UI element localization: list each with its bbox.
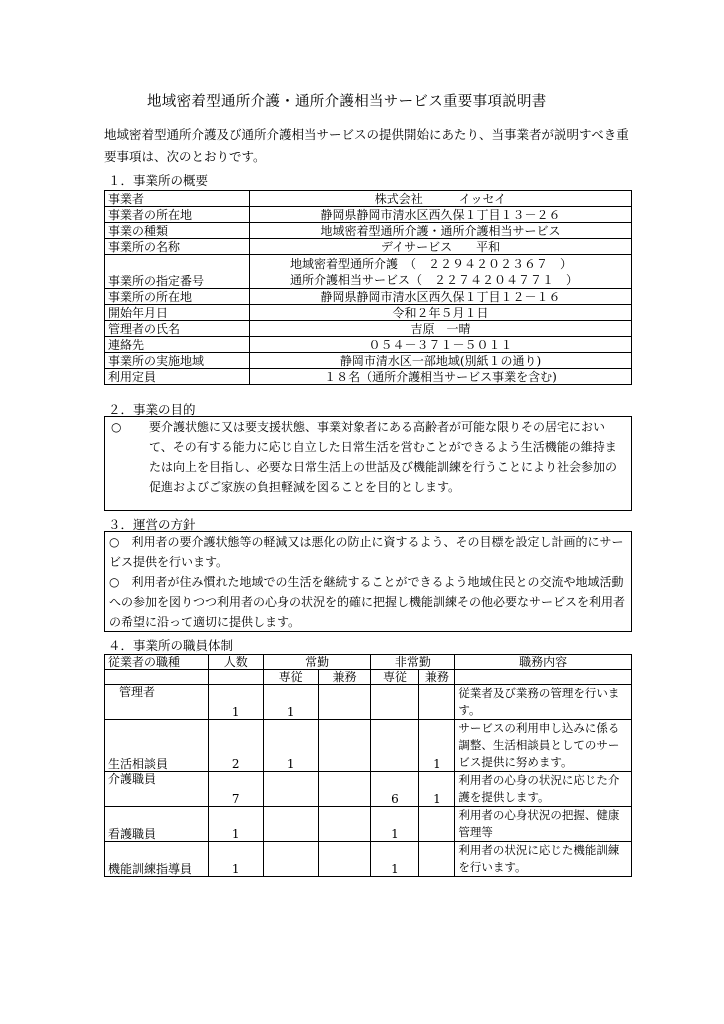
header-parttime-concurrent: 兼務 [419,670,455,685]
header-fulltime: 常勤 [263,655,371,670]
duties-cell: サービスの利用申し込みに係る調整、生活相談員としてのサービス提供に努めます。 [455,720,632,772]
bullet-mark: ○ [111,420,122,434]
pt-concurrent-cell: 1 [419,772,455,807]
value-designation-number [250,255,632,289]
staff-table [104,654,632,877]
pt-exclusive-cell [371,685,419,720]
table-row [105,842,632,877]
role-cell: 看護職員 [105,807,209,842]
ft-concurrent-cell [318,842,371,877]
header-count: 人数 [208,655,263,670]
value-business-type: 地域密着型通所介護・通所介護相当サービス [250,223,632,239]
role-cell: 介護職員 [105,772,209,807]
count-cell: 1 [208,807,263,842]
table-row [105,720,632,772]
overview-table [104,190,632,385]
ft-exclusive-cell [263,842,318,877]
value-contact: ０５４－３７１－５０１１ [250,337,632,353]
duties-cell: 従業者及び業務の管理を行います。 [455,685,632,720]
label-manager-name: 管理者の氏名 [105,321,250,337]
header-fulltime-exclusive: 専従 [263,670,318,685]
ft-concurrent-cell [318,685,371,720]
pt-concurrent-cell [419,685,455,720]
policy-paragraph-2: ○ 利用者が住み慣れた地域での生活を継続することができるよう地域住民との交流や地域活動への参加を図りつつ利用者の心身の状況を的確に把握し機能訓練その他必要なサービスを利用者の希望に沿って適切に提供します。 [109,575,626,629]
duties-cell: 利用者の状況に応じた機能訓練を行います。 [455,842,632,877]
value-facility-name: デイサービス 平和 [250,239,632,255]
table-row [105,772,632,807]
section-3-heading: ３．運営の方針 [108,517,196,532]
value-operator-address: 静岡県静岡市清水区西久保１丁目１３－２６ [250,207,632,223]
ft-exclusive-cell: 1 [263,720,318,772]
policy-box [104,531,632,632]
label-start-date: 開始年月日 [105,305,250,321]
document-title: 地域密着型通所介護・通所介護相当サービス重要事項説明書 [147,94,547,110]
role-cell: 生活相談員 [105,720,209,772]
value-start-date: 令和２年５月１日 [250,305,632,321]
table-row [105,685,632,720]
label-contact: 連絡先 [105,337,250,353]
label-facility-address: 事業所の所在地 [105,289,250,305]
intro-paragraph: 地域密着型通所介護及び通所介護相当サービスの提供開始にあたり、当事業者が説明すべき重要事項は、次のとおりです。 [104,127,629,164]
count-cell: 1 [208,842,263,877]
duties-cell: 利用者の心身状況の把握、健康管理等 [455,807,632,842]
label-business-type: 事業の種類 [105,223,250,239]
ft-exclusive-cell [263,807,318,842]
policy-paragraph-1: ○ 利用者の要介護状態等の軽減又は悪化の防止に資するよう、その目標を設定し計画的にサービス提供を行います。 [109,535,624,569]
header-parttime: 非常勤 [371,655,455,670]
pt-exclusive-cell: 6 [371,772,419,807]
header-role: 従業者の職種 [105,655,209,670]
count-cell: 7 [208,772,263,807]
label-operator-address: 事業者の所在地 [105,207,250,223]
header-parttime-exclusive: 専従 [371,670,419,685]
pt-concurrent-cell: 1 [419,720,455,772]
role-cell: 管理者 [105,685,209,720]
header-duties: 職務内容 [455,655,632,670]
purpose-text: 要介護状態に又は要支援状態、事業対象者にある高齢者が可能な限りその居宅において、その有する能力に応じ自立した日常生活を営むことができるよう生活機能の維持または向上を目指し、必要な日常生活上の世話及び機能訓練を行うことにより社会参加の促進およびご家族の負担軽減を図ることを目的とします。 [149,420,618,494]
ft-exclusive-cell [263,772,318,807]
section-2-heading: ２．事業の目的 [108,402,196,417]
label-service-area: 事業所の実施地域 [105,353,250,369]
pt-concurrent-cell [419,807,455,842]
ft-concurrent-cell [318,807,371,842]
count-cell: 2 [208,720,263,772]
value-manager-name: 吉原 一晴 [250,321,632,337]
pt-exclusive-cell: 1 [371,807,419,842]
section-1-heading: １．事業所の概要 [108,173,209,188]
label-designation-number: 事業所の指定番号 [105,255,250,289]
ft-concurrent-cell [318,772,371,807]
value-operator: 株式会社 イッセイ [250,191,632,207]
section-4-heading: ４．事業所の職員体制 [108,638,234,653]
label-facility-name: 事業所の名称 [105,239,250,255]
pt-concurrent-cell [419,842,455,877]
designation-number-line-2: 通所介護相当サービス（ ２２７４２０４７７１ ） [290,272,579,287]
value-capacity: １８名（通所介護相当サービス事業を含む) [250,369,632,385]
label-operator: 事業者 [105,191,250,207]
ft-exclusive-cell: 1 [263,685,318,720]
count-cell: 1 [208,685,263,720]
table-row [105,807,632,842]
role-cell: 機能訓練指導員 [105,842,209,877]
designation-number-line-1: 地域密着型通所介護 （ ２２９４２０２３６７ ） [290,256,573,271]
pt-exclusive-cell: 1 [371,842,419,877]
value-facility-address: 静岡県静岡市清水区西久保１丁目１２－１６ [250,289,632,305]
pt-exclusive-cell [371,720,419,772]
label-capacity: 利用定員 [105,369,250,385]
purpose-box [104,416,632,511]
value-service-area: 静岡市清水区一部地域(別紙１の通り) [250,353,632,369]
ft-concurrent-cell [318,720,371,772]
duties-cell: 利用者の心身の状況に応じた介護を提供します。 [455,772,632,807]
header-fulltime-concurrent: 兼務 [318,670,371,685]
